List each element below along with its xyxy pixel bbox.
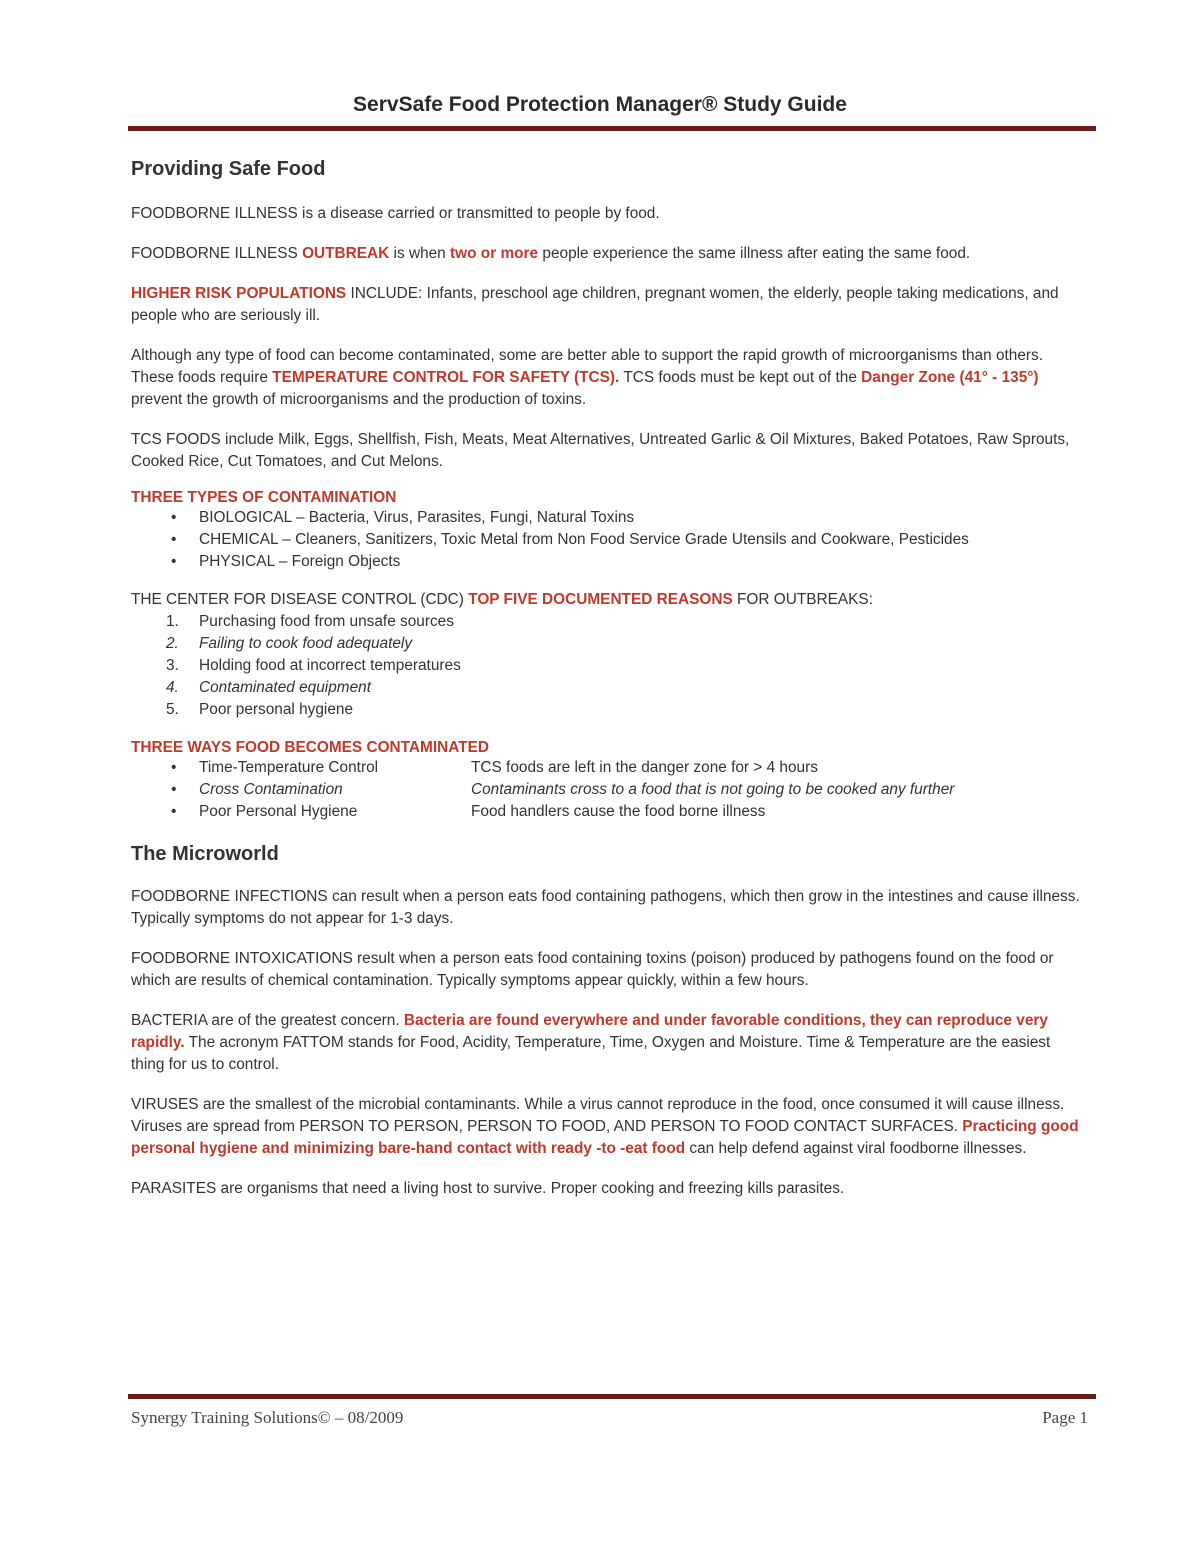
contamination-types-heading: THREE TYPES OF CONTAMINATION	[131, 489, 397, 506]
section-heading-providing-safe-food: Providing Safe Food	[131, 158, 326, 180]
list-item: 1. Purchasing food from unsafe sources	[166, 613, 454, 630]
list-item: • BIOLOGICAL – Bacteria, Virus, Parasites, Fungi, Natural Toxins	[131, 507, 1086, 529]
higher-risk-populations: HIGHER RISK POPULATIONS INCLUDE: Infants, preschool age children, pregnant women, the elderly, people taking medications, and people who are seriously ill.	[131, 285, 1059, 324]
contamination-types-list	[131, 507, 1086, 573]
footer-copyright: Synergy Training Solutions© – 08/2009	[131, 1408, 404, 1427]
list-item: 3. Holding food at incorrect temperatures	[166, 657, 461, 674]
tcs-foods-list: TCS FOODS include Milk, Eggs, Shellfish, Fish, Meats, Meat Alternatives, Untreated Garlic & Oil Mixtures, Baked Potatoes, Raw Sprouts, Cooked Rice, Cut Tomatoes, and Cut Melons.	[131, 431, 1070, 470]
cdc-reasons-intro: THE CENTER FOR DISEASE CONTROL (CDC) TOP FIVE DOCUMENTED REASONS FOR OUTBREAKS:	[131, 591, 873, 608]
page-header-title: ServSafe Food Protection Manager® Study Guide	[353, 93, 847, 116]
list-item: • PHYSICAL – Foreign Objects	[131, 551, 1086, 573]
foodborne-intoxications-paragraph: FOODBORNE INTOXICATIONS result when a person eats food containing toxins (poison) produced by pathogens found on the food or which are results of chemical contamination. Typically symptoms appear quickly, within a few hours.	[131, 950, 1054, 989]
cdc-reasons-list	[131, 611, 1086, 721]
viruses-paragraph: VIRUSES are the smallest of the microbial contaminants. While a virus cannot reproduce in the food, once consumed it will cause illness. Viruses are spread from PERSON TO PERSON, PERSON TO FOOD, AND PERSON TO FOOD CONTACT SURFACES. Practicing good personal hygiene and minimizing bare-hand contact with ready -to -eat food can help defend against viral foodborne illnesses.	[131, 1096, 1079, 1157]
list-item: • Cross Contamination Contaminants cross to a food that is not going to be cooked any further	[131, 779, 1086, 801]
list-item: 2. Failing to cook food adequately	[166, 635, 413, 652]
parasites-paragraph: PARASITES are organisms that need a living host to survive. Proper cooking and freezing kills parasites.	[131, 1180, 845, 1197]
footer-page-number: Page 1	[1042, 1408, 1088, 1427]
page-content	[131, 158, 1086, 1200]
ways-contaminated-heading: THREE WAYS FOOD BECOMES CONTAMINATED	[131, 739, 489, 756]
foodborne-infections-paragraph: FOODBORNE INFECTIONS can result when a person eats food containing pathogens, which then grow in the intestines and cause illness. Typically symptoms do not appear for 1-3 days.	[131, 888, 1080, 927]
tcs-paragraph: Although any type of food can become contaminated, some are better able to support the rapid growth of microorganisms than others. These foods require TEMPERATURE CONTROL FOR SAFETY (TCS). TCS foods must be kept out of the Danger Zone (41° - 135°) prevent the growth of microorganisms and the production of toxins.	[131, 347, 1043, 408]
list-item: 4. Contaminated equipment	[166, 679, 371, 696]
list-item: • Poor Personal Hygiene Food handlers cause the food borne illness	[131, 801, 1086, 823]
section-heading-microworld: The Microworld	[131, 843, 279, 865]
list-item: 5. Poor personal hygiene	[166, 701, 354, 718]
header-rule	[128, 126, 1096, 131]
outbreak-definition: FOODBORNE ILLNESS OUTBREAK is when two or more people experience the same illness after eating the same food.	[131, 245, 971, 262]
list-item: • CHEMICAL – Cleaners, Sanitizers, Toxic Metal from Non Food Service Grade Utensils and Cookware, Pesticides	[131, 529, 1086, 551]
list-item: • Time-Temperature Control TCS foods are left in the danger zone for > 4 hours	[131, 757, 1086, 779]
foodborne-illness-definition: FOODBORNE ILLNESS is a disease carried or transmitted to people by food.	[131, 205, 660, 222]
bacteria-paragraph: BACTERIA are of the greatest concern. Bacteria are found everywhere and under favorable conditions, they can reproduce very rapidly. The acronym FATTOM stands for Food, Acidity, Temperature, Time, Oxygen and Moisture. Time & Temperature are the easiest thing for us to control.	[131, 1012, 1051, 1073]
ways-contaminated-list	[131, 757, 1086, 823]
footer-rule	[128, 1394, 1096, 1399]
